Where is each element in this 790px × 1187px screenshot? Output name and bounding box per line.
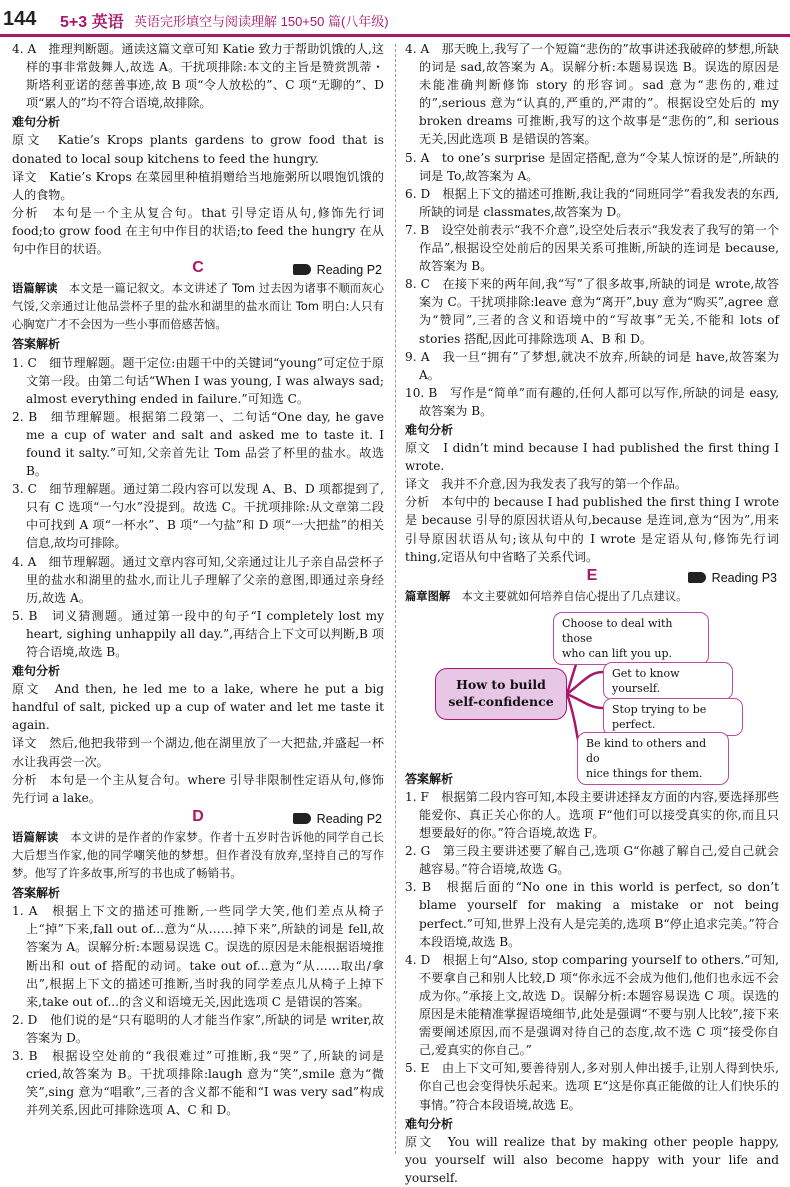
answer-item: 4. D 根据上句“Also, stop comparing yourself to others.”可知,不要拿自己和别人比较,D 项“你永远不会成为他们,他们也永远不会成为你。”承接上文,故选 D。误解分析:本题容易误选 C 项。误选的原因是未能精准掌握语境细节,此处是强调“不要与别人比较”,接下来需要阐述原因,而不是强调对待自己的态度,故不选 C 项“接受你自己,爱真实的你自己。” — [405, 952, 779, 1058]
answer-item: 5. A to one’s surprise 是固定搭配,意为“令某人惊讶的是”,所缺的词是 To,故答案为 A。 — [405, 150, 779, 183]
analysis: 分析 本句是一个主从复合句。where 引导非限制性定语从句,修饰先行词 a lake。 — [12, 772, 384, 805]
answer-item: 2. G 第三段主要讲述要了解自己,选项 G“你越了解自己,爱自己就会越容易。”符合语境,故选 G。 — [405, 844, 779, 877]
passage-intro: 语篇解读 本文讲的是作者的作家梦。作者十五岁时告诉他的同学自己长大后想当作家,他的同学嘲笑他的梦想。但作者没有放弃,坚持自己的写作梦。他写了许多故事,所写的书也成了畅销书。 — [12, 830, 384, 881]
section-heading: 难句分析 — [12, 115, 61, 130]
section-heading: 难句分析 — [405, 422, 454, 437]
mind-map-branch: Be kind to others and do nice things for them. — [577, 732, 729, 785]
passage-d-heading — [12, 807, 384, 829]
mind-map-center: How to build self-confidence — [435, 668, 567, 720]
analysis: 分析 本句中的 because I had published the first thing I wrote 是 because 引导的原因状语从句,because 是连词,意为“因为”,用来引导原因状语从句;该从句中的 I wrote 是定语从句,修饰先行词 thing,定语从句中省略了关系代词。 — [405, 495, 779, 564]
pointing-hand-icon — [293, 813, 311, 824]
passage-letter: E — [586, 566, 598, 584]
answer-item: 7. B 设空处前表示“我不介意”,设空处后表示“我发表了我写的第一个作品”,根据设空处前后的因果关系可推断,所缺的连词是 because,故答案为 B。 — [405, 222, 779, 274]
brand-logo: 5+3 英语 — [60, 14, 124, 31]
answer-item: 8. C 在接下来的两年间,我“写”了很多故事,所缺的词是 wrote,故答案为 C。干扰项排除:leave 意为“离开”,buy 意为“购买”,agree 意为“赞同”,三者的含义和语境中的“写故事”无关,不能和 lots of stories 搭配,因此可排除选项 A、B 和 D。 — [405, 277, 779, 346]
answer-item: 4. A 那天晚上,我写了一个短篇“悲伤的”故事讲述我破碎的梦想,所缺的词是 sad,故答案为 A。误解分析:本题易误选 B。误选的原因是未能准确判断修饰 story 的形容词。sad 意为“悲伤的,难过的”,serious 意为“认真的,严重的,严肃的”。根据设空处后的 my broken dreams 可推断,我写的这个故事是“悲伤的”,和 serious 无关,因此选项 B 是错误的答案。 — [405, 42, 779, 147]
original-sentence: 原文 I didn’t mind because I had published the first thing I wrote. — [405, 441, 779, 474]
reading-ref: Reading P3 — [688, 569, 777, 587]
section-heading: 答案解析 — [12, 886, 61, 901]
original-sentence: 原文 And then, he led me to a lake, where he put a big handful of salt, picked up a cup of water and let me taste it again. — [12, 682, 384, 733]
answer-item: 3. B 根据后面的“No one in this world is perfect, so don’t blame yourself for making a mistake or not being perfect.”可知,世界上没有人是完美的,选项 B“停止追求完美。”符合本段语境,故选 B。 — [405, 880, 779, 949]
book-title: 英语完形填空与阅读理解 150+50 篇(八年级) — [134, 14, 389, 29]
answer-item: 2. B 细节理解题。根据第二段第一、二句话“One day, he gave me a cup of water and salt and asked me to taste it. I found it salty.”可知,父亲首先让 Tom 品尝了杯里的盐水。故选 B。 — [12, 409, 384, 479]
reading-ref: Reading P2 — [293, 261, 382, 279]
section-heading: 难句分析 — [405, 1116, 454, 1131]
mind-map-branch: Stop trying to be perfect. — [603, 698, 743, 736]
translation: 译文 我并不介意,因为我发表了我写的第一个作品。 — [405, 477, 688, 492]
passage-letter: C — [192, 259, 204, 277]
mind-map-branch: Get to know yourself. — [603, 662, 733, 700]
page-header — [0, 0, 790, 36]
passage-intro: 篇章图解 本文主要就如何培养自信心提出了几点建议。 — [405, 589, 688, 603]
left-column — [12, 40, 384, 1119]
passage-letter: D — [192, 807, 204, 825]
passage-c-heading — [12, 258, 384, 280]
right-column — [405, 40, 779, 1187]
answer-item: 10. B 写作是“简单”而有趣的,任何人都可以写作,所缺的词是 easy,故答案为 B。 — [405, 385, 779, 418]
original-sentence: 原文 Katie’s Krops plants gardens to grow food that is donated to local soup kitchens to feed the hungry. — [12, 133, 384, 166]
reading-ref: Reading P2 — [293, 810, 382, 828]
page-number: 144 — [3, 8, 37, 30]
answer-item: 5. B 词义猜测题。通过第一段中的句子“I completely lost my heart, sighing unhappily all day.”,再结合上下文可以判断,B 项符合语境,故选 B。 — [12, 608, 384, 659]
answer-item: 9. A 我一旦“拥有”了梦想,就决不放弃,所缺的词是 have,故答案为 A。 — [405, 349, 779, 382]
answer-item: 2. D 他们说的是“只有聪明的人才能当作家”,所缺的词是 writer,故答案为 D。 — [12, 1012, 384, 1045]
answer-item: 5. E 由上下文可知,要善待别人,多对别人伸出援手,让别人得到快乐,你自己也会变得快乐起来。选项 E“这是你真正能做的让人们快乐的事情。”符合本段语境,故选 E。 — [405, 1061, 779, 1112]
translation: 译文 Katie’s Krops 在菜园里种植捐赠给当地施粥所以喂饱饥饿的人的食物。 — [12, 169, 384, 202]
answer-item: 6. D 根据上下文的描述可推断,我让我的“同班同学”看我发表的东西,所缺的词是 classmates,故答案为 D。 — [405, 186, 779, 219]
mind-map-branch: Choose to deal with those who can lift you up. — [553, 612, 709, 665]
answer-item: 4. A 推理判断题。通读这篇文章可知 Katie 致力于帮助饥饿的人,这样的事非常鼓舞人,故选 A。干扰项排除:本文的主旨是赞赏凯蒂・斯塔利亚诺的慈善事迹,故 B 项“令人放松的”、C 项“无聊的”、D 项“累人的”均不符合语境,故排除。 — [12, 42, 384, 111]
pointing-hand-icon — [293, 264, 311, 275]
section-heading: 难句分析 — [12, 664, 61, 679]
answer-item: 4. A 细节理解题。通过文章内容可知,父亲通过让儿子亲自品尝杯子里的盐水和湖里的盐水,而让儿子理解了父亲的意图,即通过亲身经历,故选 A。 — [12, 554, 384, 605]
answer-item: 1. F 根据第二段内容可知,本段主要讲述择友方面的内容,要选择那些能爱你、真正关心你的人。选项 F“他们可以接受真实的你,而且只想要最好的你。”符合语境,故选 F。 — [405, 789, 779, 841]
passage-intro: 语篇解读 本文是一篇记叙文。本文讲述了 Tom 过去因为诸事不顺而灰心气馁,父亲通过让他品尝杯子里的盐水和湖里的盐水而让 Tom 明白:人只有心胸宽广才不会因为一些小事而倍感苦恼。 — [12, 282, 384, 332]
original-sentence: 原文 You will realize that by making other people happy, you yourself will also become happy with your life and yourself. — [405, 1134, 779, 1185]
answer-item: 1. A 根据上下文的描述可推断,一些同学大笑,他们差点从椅子上“掉”下来,fall out of...意为“从……掉下来”,所缺的词是 fell,故答案为 A。误解分析:本题易误选 C。误选的原因是未能根据语境推断出和 out of 搭配的动词。take out of...意为“从……取出/拿出”,根据上下文的描述可推断,当时我的同学差点儿从椅子上掉下来,take out of...的含义和语境无关,因此选项 C 是错误的答案。 — [12, 904, 384, 1009]
analysis: 分析 本句是一个主从复合句。that 引导定语从句,修饰先行词 food;to grow food 在主句中作目的状语;to feed the hungry 在从句中作目的状语。 — [12, 205, 384, 257]
section-heading: 答案解析 — [12, 337, 61, 352]
answer-item: 3. B 根据设空处前的“我很难过”可推断,我“哭”了,所缺的词是 cried,故答案为 B。干扰项排除:laugh 意为“笑”,smile 意为“微笑”,sing 意为“唱歌”,三者的含义都不能和“I was very sad”构成并列关系,因此可排除选项 A、C 和 D。 — [12, 1048, 384, 1118]
translation: 译文 然后,他把我带到一个湖边,他在湖里放了一大把盐,并盛起一杯水让我再尝一次。 — [12, 736, 384, 769]
answer-item: 1. C 细节理解题。题干定位:由题干中的关键词“young”可定位于原文第一段。由第二句话“When I was young, I was always sad; almost everything ended in failure.”可知选 C。 — [12, 355, 384, 406]
passage-e-heading — [405, 566, 779, 588]
answer-item: 3. C 细节理解题。通过第二段内容可以发现 A、B、D 项都提到了,只有 C 选项“一勺水”没提到。故选 C。干扰项排除:从文章第二段中可找到 A 项“一杯水”、B 项“一勺盐”和 D 项“一大把盐”的相关信息,故均可排除。 — [12, 482, 384, 551]
column-divider — [395, 44, 396, 1154]
pointing-hand-icon — [688, 572, 706, 583]
section-heading: 答案解析 — [405, 771, 454, 786]
header-rule — [0, 34, 790, 37]
